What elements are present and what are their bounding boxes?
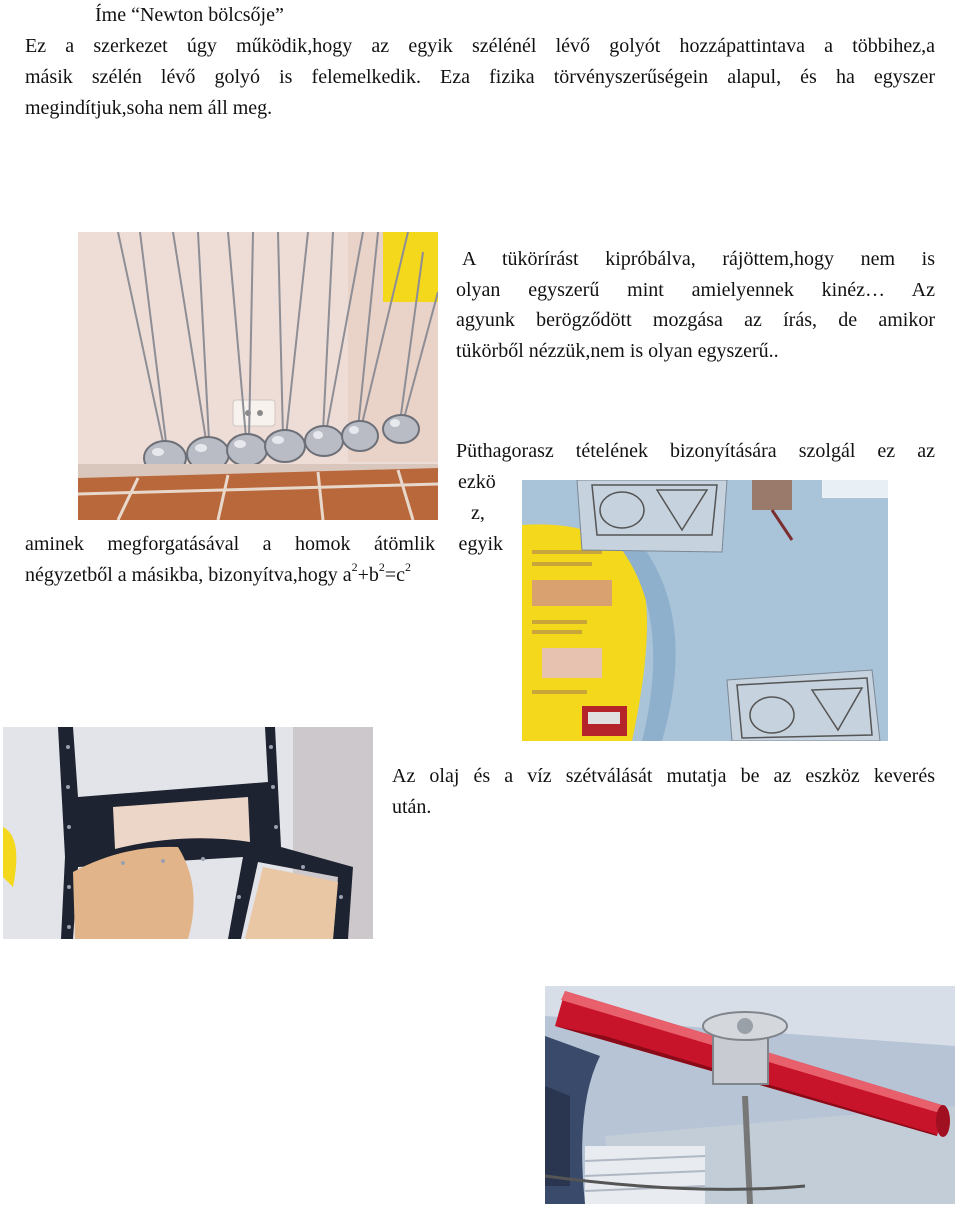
pythagoras-line-2: ezkö	[458, 471, 496, 493]
mirror-line-4: tükörből nézzük,nem is olyan egyszerű..	[456, 340, 779, 362]
sand-plates-photo	[3, 727, 373, 939]
intro-line-2: másik szélén lévő golyó is felemelkedik. Eza fizika törvényszerűségein alapul, és ha egyszer	[25, 66, 935, 88]
pythagoras-line-1: Püthagorasz tételének bizonyítására szolgál ez az	[456, 440, 935, 462]
term-b: +b	[357, 564, 379, 586]
exponent-a: 2	[351, 560, 358, 575]
pythagoras-line-3: z,	[471, 502, 485, 524]
exponent-c: 2	[405, 560, 412, 575]
exponent-b: 2	[378, 560, 385, 575]
pythagoras-line-4: aminek megforgatásával a homok átömlik egyik	[25, 533, 503, 555]
mirror-line-1: A tükörírást kipróbálva, rájöttem,hogy nem is	[462, 248, 935, 270]
mirror-line-2: olyan egyszerű mint amielyennek kinéz… Az	[456, 279, 935, 301]
intro-line-3: megindítjuk,soha nem áll meg.	[25, 97, 273, 119]
oil-water-tube-photo	[545, 986, 955, 1204]
intro-line-1: Ez a szerkezet úgy működik,hogy az egyik szélénél lévő golyót hozzápattintava a többihez,a	[25, 35, 935, 57]
pythagoras-device-photo	[522, 480, 888, 741]
intro-title: Íme “Newton bölcsője”	[95, 4, 284, 26]
pythagoras-line-5-text: négyzetből a másikba, bizonyítva,hogy a	[25, 564, 352, 586]
oil-line-1: Az olaj és a víz szétválását mutatja be az eszköz keverés	[392, 765, 935, 787]
term-c: =c	[384, 564, 406, 586]
newtons-cradle-photo	[78, 232, 438, 520]
oil-line-2: után.	[392, 796, 432, 818]
mirror-line-3: agyunk berögződött mozgása az írás, de amikor	[456, 309, 935, 331]
pythagoras-line-5	[25, 560, 411, 591]
